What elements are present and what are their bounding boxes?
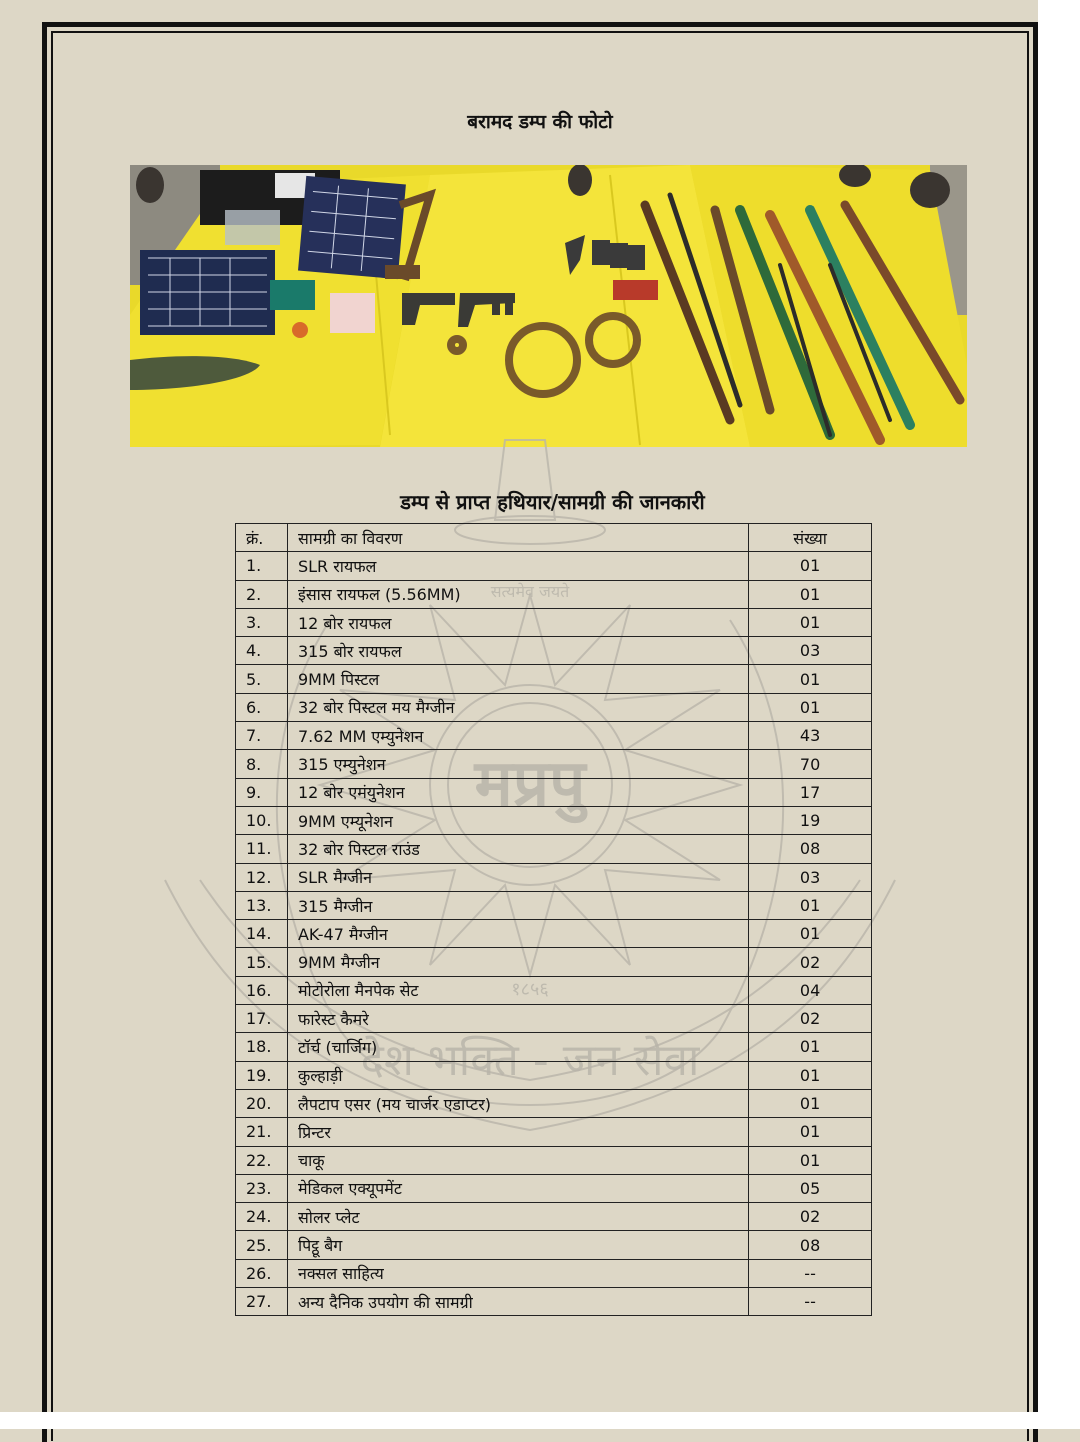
table-row	[236, 1118, 872, 1146]
row-description: पिट्ठू बैग	[287, 1231, 748, 1259]
row-serial-number: 22.	[236, 1146, 288, 1174]
table-row	[236, 1146, 872, 1174]
row-serial-number: 27.	[236, 1288, 288, 1316]
table-row	[236, 1259, 872, 1287]
header-serial-number: क्रं.	[236, 524, 288, 552]
row-serial-number: 17.	[236, 1005, 288, 1033]
row-description: फारेस्ट कैमरे	[287, 1005, 748, 1033]
row-quantity: 02	[749, 948, 872, 976]
row-description: 9MM मैग्जीन	[287, 948, 748, 976]
table-row	[236, 1288, 872, 1316]
row-quantity: 01	[749, 1118, 872, 1146]
row-description: इंसास रायफल (5.56MM)	[287, 580, 748, 608]
row-serial-number: 26.	[236, 1259, 288, 1287]
row-description: प्रिन्टर	[287, 1118, 748, 1146]
row-serial-number: 5.	[236, 665, 288, 693]
row-quantity: 01	[749, 891, 872, 919]
row-quantity: --	[749, 1259, 872, 1287]
row-description: 12 बोर एमंयुनेशन	[287, 778, 748, 806]
table-row	[236, 863, 872, 891]
row-description: 32 बोर पिस्टल राउंड	[287, 835, 748, 863]
row-description: 9MM एम्यूनेशन	[287, 806, 748, 834]
row-quantity: 05	[749, 1174, 872, 1202]
row-serial-number: 11.	[236, 835, 288, 863]
row-quantity: 03	[749, 863, 872, 891]
header-quantity: संख्या	[749, 524, 872, 552]
row-quantity: 01	[749, 580, 872, 608]
row-description: 12 बोर रायफल	[287, 608, 748, 636]
row-description: टॉर्च (चार्जिग)	[287, 1033, 748, 1061]
row-quantity: 01	[749, 552, 872, 580]
row-description: AK-47 मैग्जीन	[287, 920, 748, 948]
row-quantity: 17	[749, 778, 872, 806]
header-description: सामग्री का विवरण	[287, 524, 748, 552]
row-serial-number: 9.	[236, 778, 288, 806]
row-description: SLR रायफल	[287, 552, 748, 580]
photo-section-title: बरामद डम्प की फोटो	[467, 111, 613, 133]
row-description: 32 बोर पिस्टल मय मैग्जीन	[287, 693, 748, 721]
row-serial-number: 3.	[236, 608, 288, 636]
table-body	[236, 552, 872, 1316]
table-row	[236, 1174, 872, 1202]
row-quantity: 01	[749, 608, 872, 636]
row-description: लैपटाप एसर (मय चार्जर एडाप्टर)	[287, 1089, 748, 1117]
row-description: सोलर प्लेट	[287, 1203, 748, 1231]
row-serial-number: 14.	[236, 920, 288, 948]
row-description: चाकू	[287, 1146, 748, 1174]
table-row	[236, 552, 872, 580]
table-row	[236, 976, 872, 1004]
row-quantity: 01	[749, 920, 872, 948]
row-serial-number: 6.	[236, 693, 288, 721]
row-description: 9MM पिस्टल	[287, 665, 748, 693]
row-quantity: 02	[749, 1005, 872, 1033]
table-row	[236, 722, 872, 750]
row-serial-number: 23.	[236, 1174, 288, 1202]
row-quantity: 01	[749, 665, 872, 693]
right-margin-strip	[1038, 0, 1080, 1429]
table-row	[236, 580, 872, 608]
table-row	[236, 920, 872, 948]
row-quantity: 70	[749, 750, 872, 778]
row-serial-number: 1.	[236, 552, 288, 580]
row-quantity: 01	[749, 1061, 872, 1089]
row-description: 7.62 MM एम्युनेशन	[287, 722, 748, 750]
table-row	[236, 778, 872, 806]
table-row	[236, 608, 872, 636]
watermark-emblem-text: मप्रपु	[474, 747, 586, 821]
row-serial-number: 25.	[236, 1231, 288, 1259]
row-quantity: 03	[749, 637, 872, 665]
row-serial-number: 7.	[236, 722, 288, 750]
watermark-year-text: १८५६	[511, 979, 549, 1000]
watermark-top-text: सत्यमेव जयते	[490, 582, 570, 601]
row-quantity: 01	[749, 1089, 872, 1117]
table-row	[236, 750, 872, 778]
row-quantity: 43	[749, 722, 872, 750]
row-description: मोटोरोला मैनपेक सेट	[287, 976, 748, 1004]
row-quantity: 01	[749, 1033, 872, 1061]
table-row	[236, 1231, 872, 1259]
row-quantity: 19	[749, 806, 872, 834]
row-serial-number: 8.	[236, 750, 288, 778]
row-serial-number: 16.	[236, 976, 288, 1004]
row-serial-number: 2.	[236, 580, 288, 608]
row-serial-number: 12.	[236, 863, 288, 891]
watermark-motto-text: देश भक्ति - जन सेवा	[360, 1035, 700, 1086]
row-serial-number: 18.	[236, 1033, 288, 1061]
row-quantity: 08	[749, 1231, 872, 1259]
row-description: कुल्हाड़ी	[287, 1061, 748, 1089]
dump-photo-illustration	[130, 165, 967, 447]
row-serial-number: 13.	[236, 891, 288, 919]
table-row	[236, 948, 872, 976]
row-quantity: 01	[749, 1146, 872, 1174]
table-row	[236, 1061, 872, 1089]
row-serial-number: 19.	[236, 1061, 288, 1089]
recovered-items-table	[235, 523, 872, 1316]
row-quantity: --	[749, 1288, 872, 1316]
row-description: मेडिकल एक्यूपमेंट	[287, 1174, 748, 1202]
row-description: 315 एम्युनेशन	[287, 750, 748, 778]
row-serial-number: 10.	[236, 806, 288, 834]
table-row	[236, 1005, 872, 1033]
table-row	[236, 891, 872, 919]
table-row	[236, 693, 872, 721]
row-description: 315 मैग्जीन	[287, 891, 748, 919]
row-quantity: 08	[749, 835, 872, 863]
table-header-row	[236, 524, 872, 552]
row-quantity: 02	[749, 1203, 872, 1231]
table-row	[236, 806, 872, 834]
table-row	[236, 665, 872, 693]
row-description: अन्य दैनिक उपयोग की सामग्री	[287, 1288, 748, 1316]
row-serial-number: 20.	[236, 1089, 288, 1117]
table-row	[236, 1089, 872, 1117]
row-quantity: 04	[749, 976, 872, 1004]
table-row	[236, 1203, 872, 1231]
table-row	[236, 1033, 872, 1061]
row-serial-number: 21.	[236, 1118, 288, 1146]
table-row	[236, 835, 872, 863]
table-row	[236, 637, 872, 665]
row-description: नक्सल साहित्य	[287, 1259, 748, 1287]
recovered-dump-photo	[130, 165, 967, 447]
row-serial-number: 4.	[236, 637, 288, 665]
row-serial-number: 15.	[236, 948, 288, 976]
row-description: 315 बोर रायफल	[287, 637, 748, 665]
row-quantity: 01	[749, 693, 872, 721]
bottom-margin-strip	[0, 1412, 1080, 1429]
row-serial-number: 24.	[236, 1203, 288, 1231]
row-description: SLR मैग्जीन	[287, 863, 748, 891]
table-section-title: डम्प से प्राप्त हथियार/सामग्री की जानकारी	[400, 490, 705, 514]
